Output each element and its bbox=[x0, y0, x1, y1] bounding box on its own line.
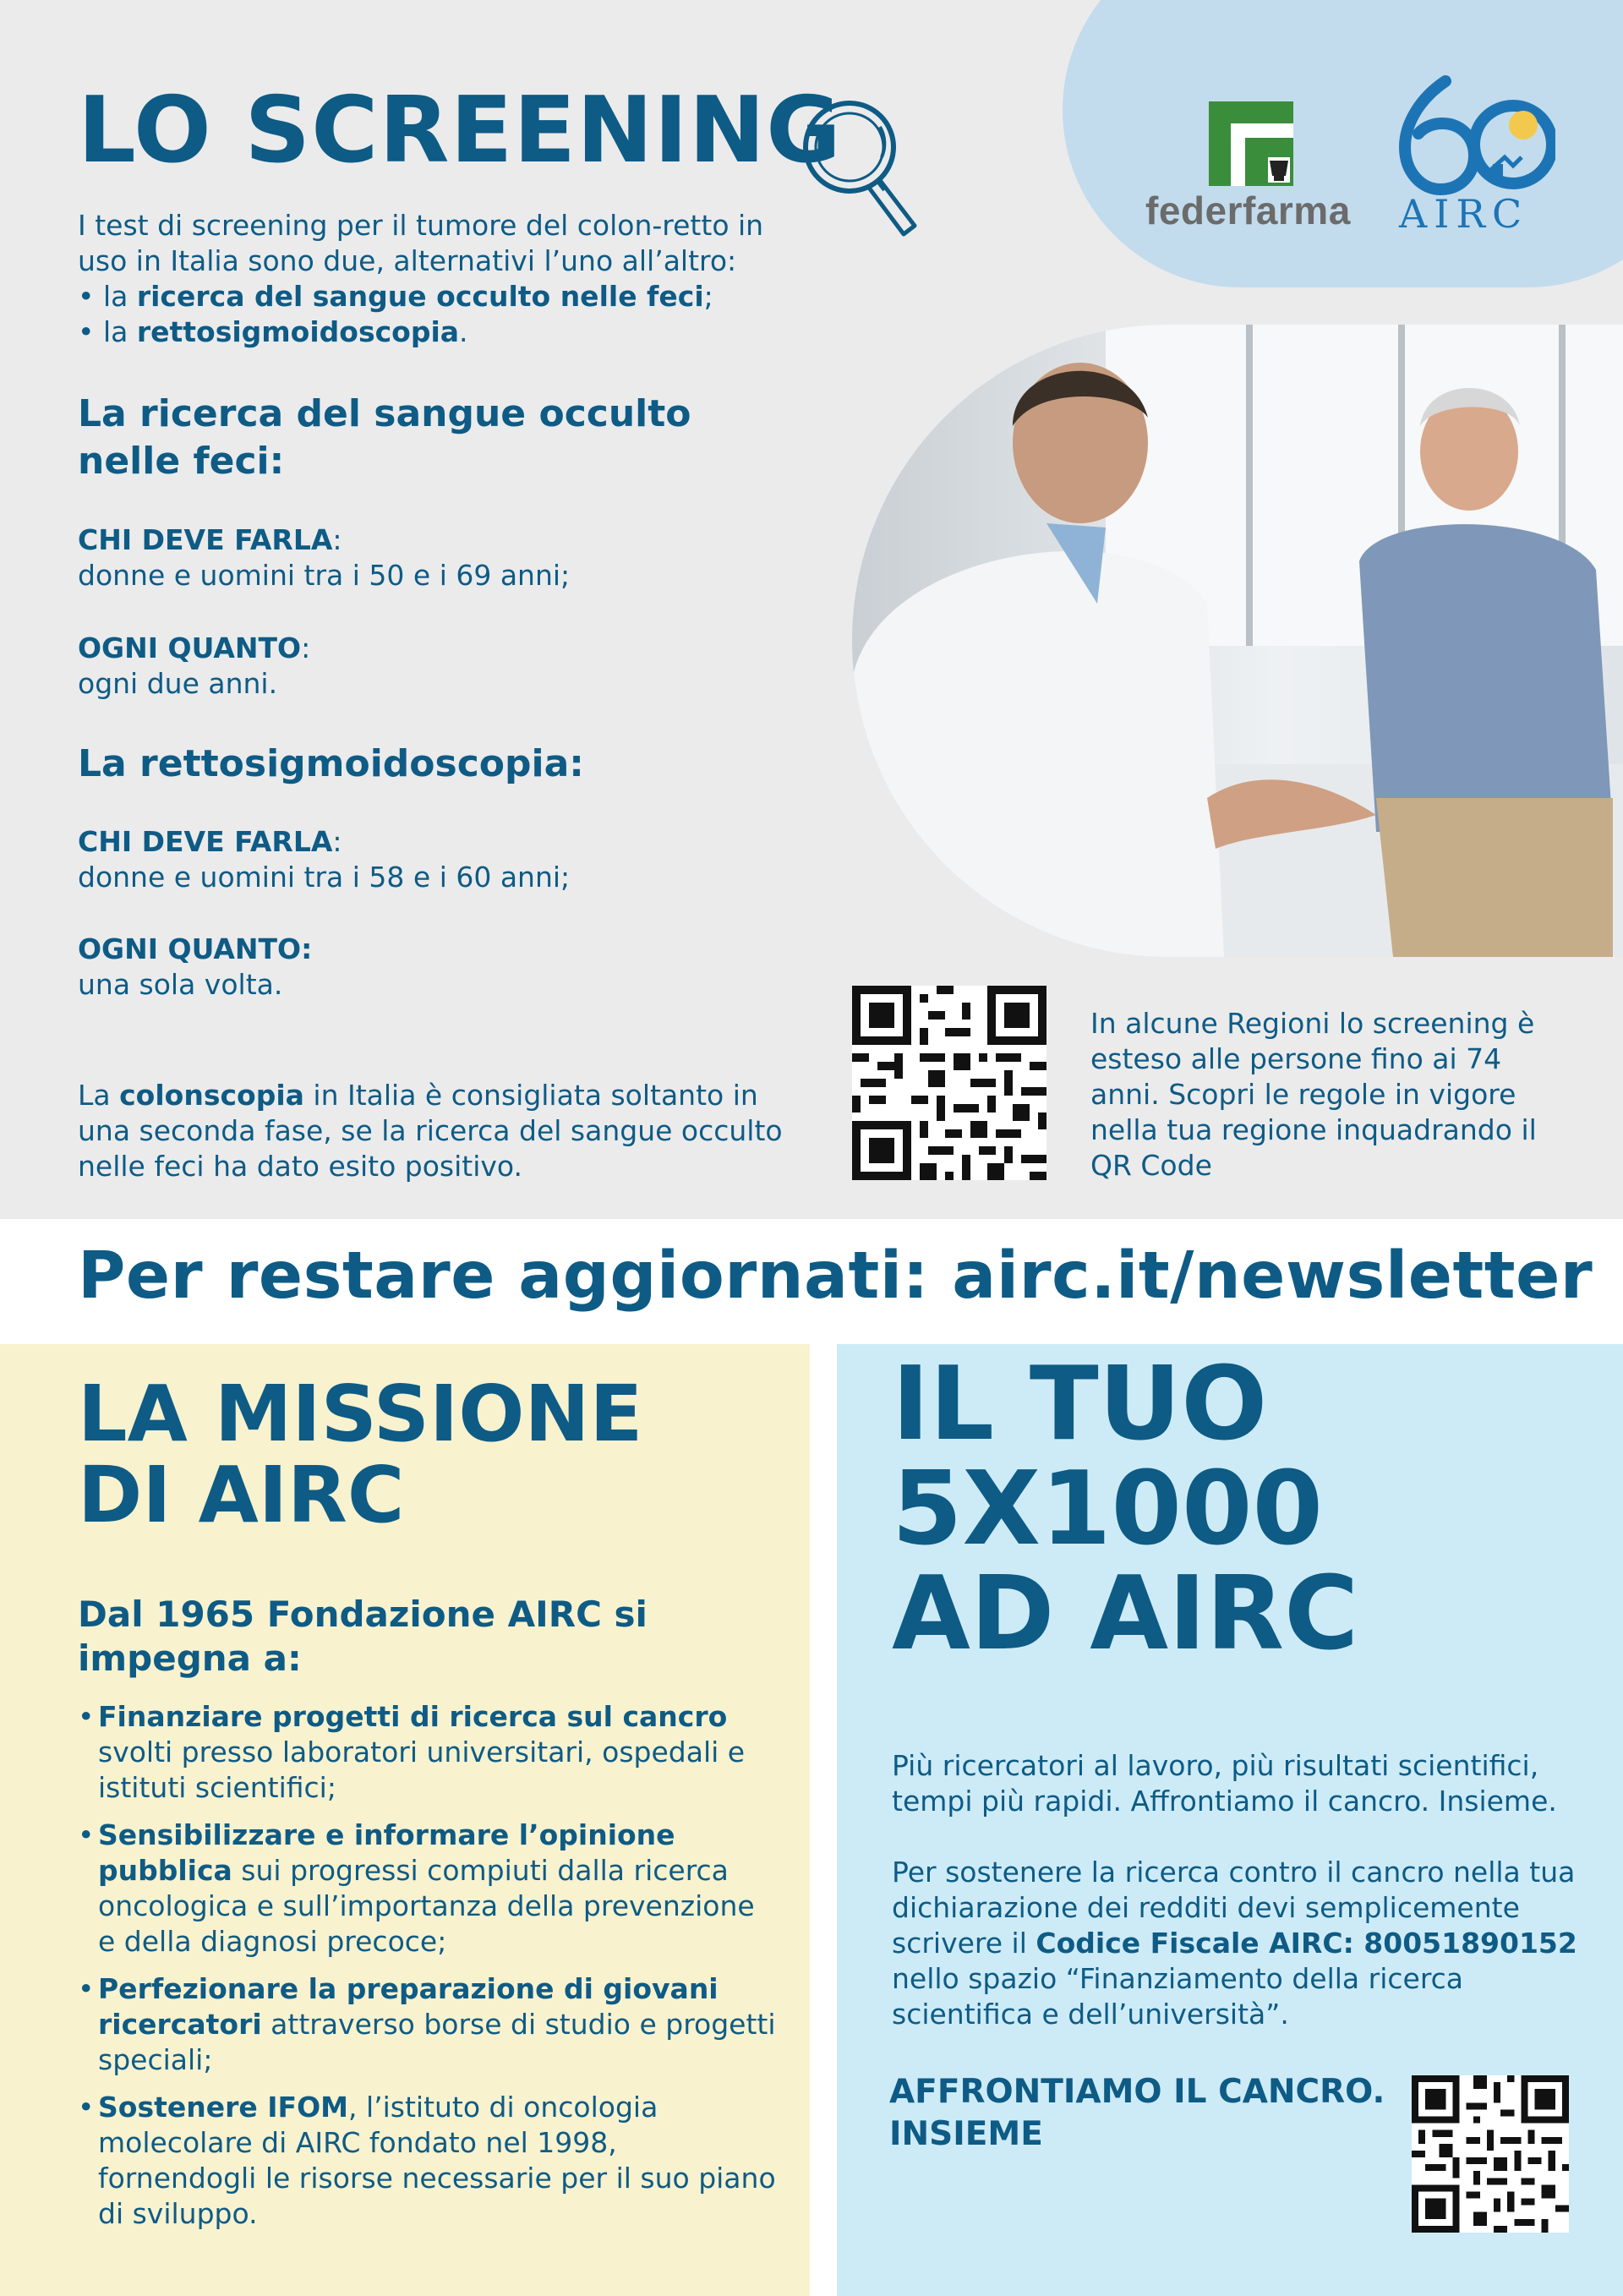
intro-bullet-1: • la ricerca del sangue occulto nelle feci; bbox=[78, 280, 713, 313]
tax-paragraph-2: Per sostenere la ricerca contro il cancro nella tua dichiarazione dei redditi devi semplicemente scrivere il Codice Fiscale AIRC: 80051890152 nello spazio “Finanziamento della ricerca scientifica e dell’università”. bbox=[892, 1856, 1577, 2031]
page-title: LO SCREENING bbox=[78, 78, 842, 183]
list-item: • Sensibilizzare e informare l’opinione pubblica sui progressi compiuti dalla ricerca oncologica e sull’importanza della prevenzione e della diagnosi precoce; bbox=[78, 1818, 779, 1960]
section-fecal-test-who: CHI DEVE FARLA: donne e uomini tra i 50 e i 69 anni; bbox=[78, 523, 571, 592]
mission-title: LA MISSIONE DI AIRC bbox=[78, 1369, 643, 1540]
mission-subtitle: Dal 1965 Fondazione AIRC si impegna a: bbox=[78, 1594, 648, 1679]
magnifier-icon bbox=[799, 95, 926, 255]
mission-list bbox=[78, 1699, 779, 2244]
qr-code-icon[interactable] bbox=[1412, 2075, 1569, 2233]
tax-paragraph-1: Più ricercatori al lavoro, più risultati scientifici, tempi più rapidi. Affrontiamo il cancro. Insieme. bbox=[892, 1749, 1557, 1818]
doctor-patient-photo bbox=[852, 325, 1623, 957]
intro-line-1: I test di screening per il tumore del colon-retto in bbox=[78, 209, 764, 242]
section-fecal-test-frequency: OGNI QUANTO: ogni due anni. bbox=[78, 631, 311, 700]
section-sigmoidoscopy-heading: La rettosigmoidoscopia: bbox=[78, 742, 584, 785]
tax-cta: AFFRONTIAMO IL CANCRO. INSIEME bbox=[889, 2073, 1385, 2153]
region-note: In alcune Regioni lo screening è esteso alle persone fino ai 74 anni. Scopri le regole in vigore nella tua regione inquadrando il QR Code bbox=[1090, 1007, 1537, 1182]
qr-code-icon[interactable] bbox=[852, 986, 1046, 1180]
section-fecal-test-heading: La ricerca del sangue occulto nelle feci: bbox=[78, 392, 691, 483]
section-sigmoidoscopy-frequency: OGNI QUANTO: una sola volta. bbox=[78, 932, 313, 1001]
intro-text bbox=[78, 208, 805, 350]
list-item: • Finanziare progetti di ricerca sul cancro svolti presso laboratori universitari, ospedali e istituti scientifici; bbox=[78, 1699, 779, 1806]
list-item: • Perfezionare la preparazione di giovani ricercatori attraverso borse di studio e progetti speciali; bbox=[78, 1971, 779, 2078]
intro-line-2: uso in Italia sono due, alternativi l’uno all’altro: bbox=[78, 244, 737, 277]
intro-bullet-2: • la rettosigmoidoscopia. bbox=[78, 315, 468, 348]
airc-60-logo bbox=[1386, 73, 1555, 200]
colonoscopy-note: La colonscopia in Italia è consigliata soltanto in una seconda fase, se la ricerca del sangue occulto nelle feci ha dato esito positivo. bbox=[78, 1079, 783, 1183]
federfarma-wordmark: federfarma bbox=[1145, 189, 1351, 232]
list-item: • Sostenere IFOM, l’istituto di oncologia molecolare di AIRC fondato nel 1998, fornendogli le risorse necessarie per il suo piano di sviluppo. bbox=[78, 2090, 779, 2232]
section-sigmoidoscopy-who: CHI DEVE FARLA: donne e uomini tra i 58 e i 60 anni; bbox=[78, 825, 571, 894]
airc-wordmark: AIRC bbox=[1399, 191, 1529, 237]
tax-title: IL TUO 5X1000 AD AIRC bbox=[892, 1346, 1359, 1673]
newsletter-link[interactable]: Per restare aggiornati: airc.it/newsletter bbox=[78, 1238, 1593, 1314]
